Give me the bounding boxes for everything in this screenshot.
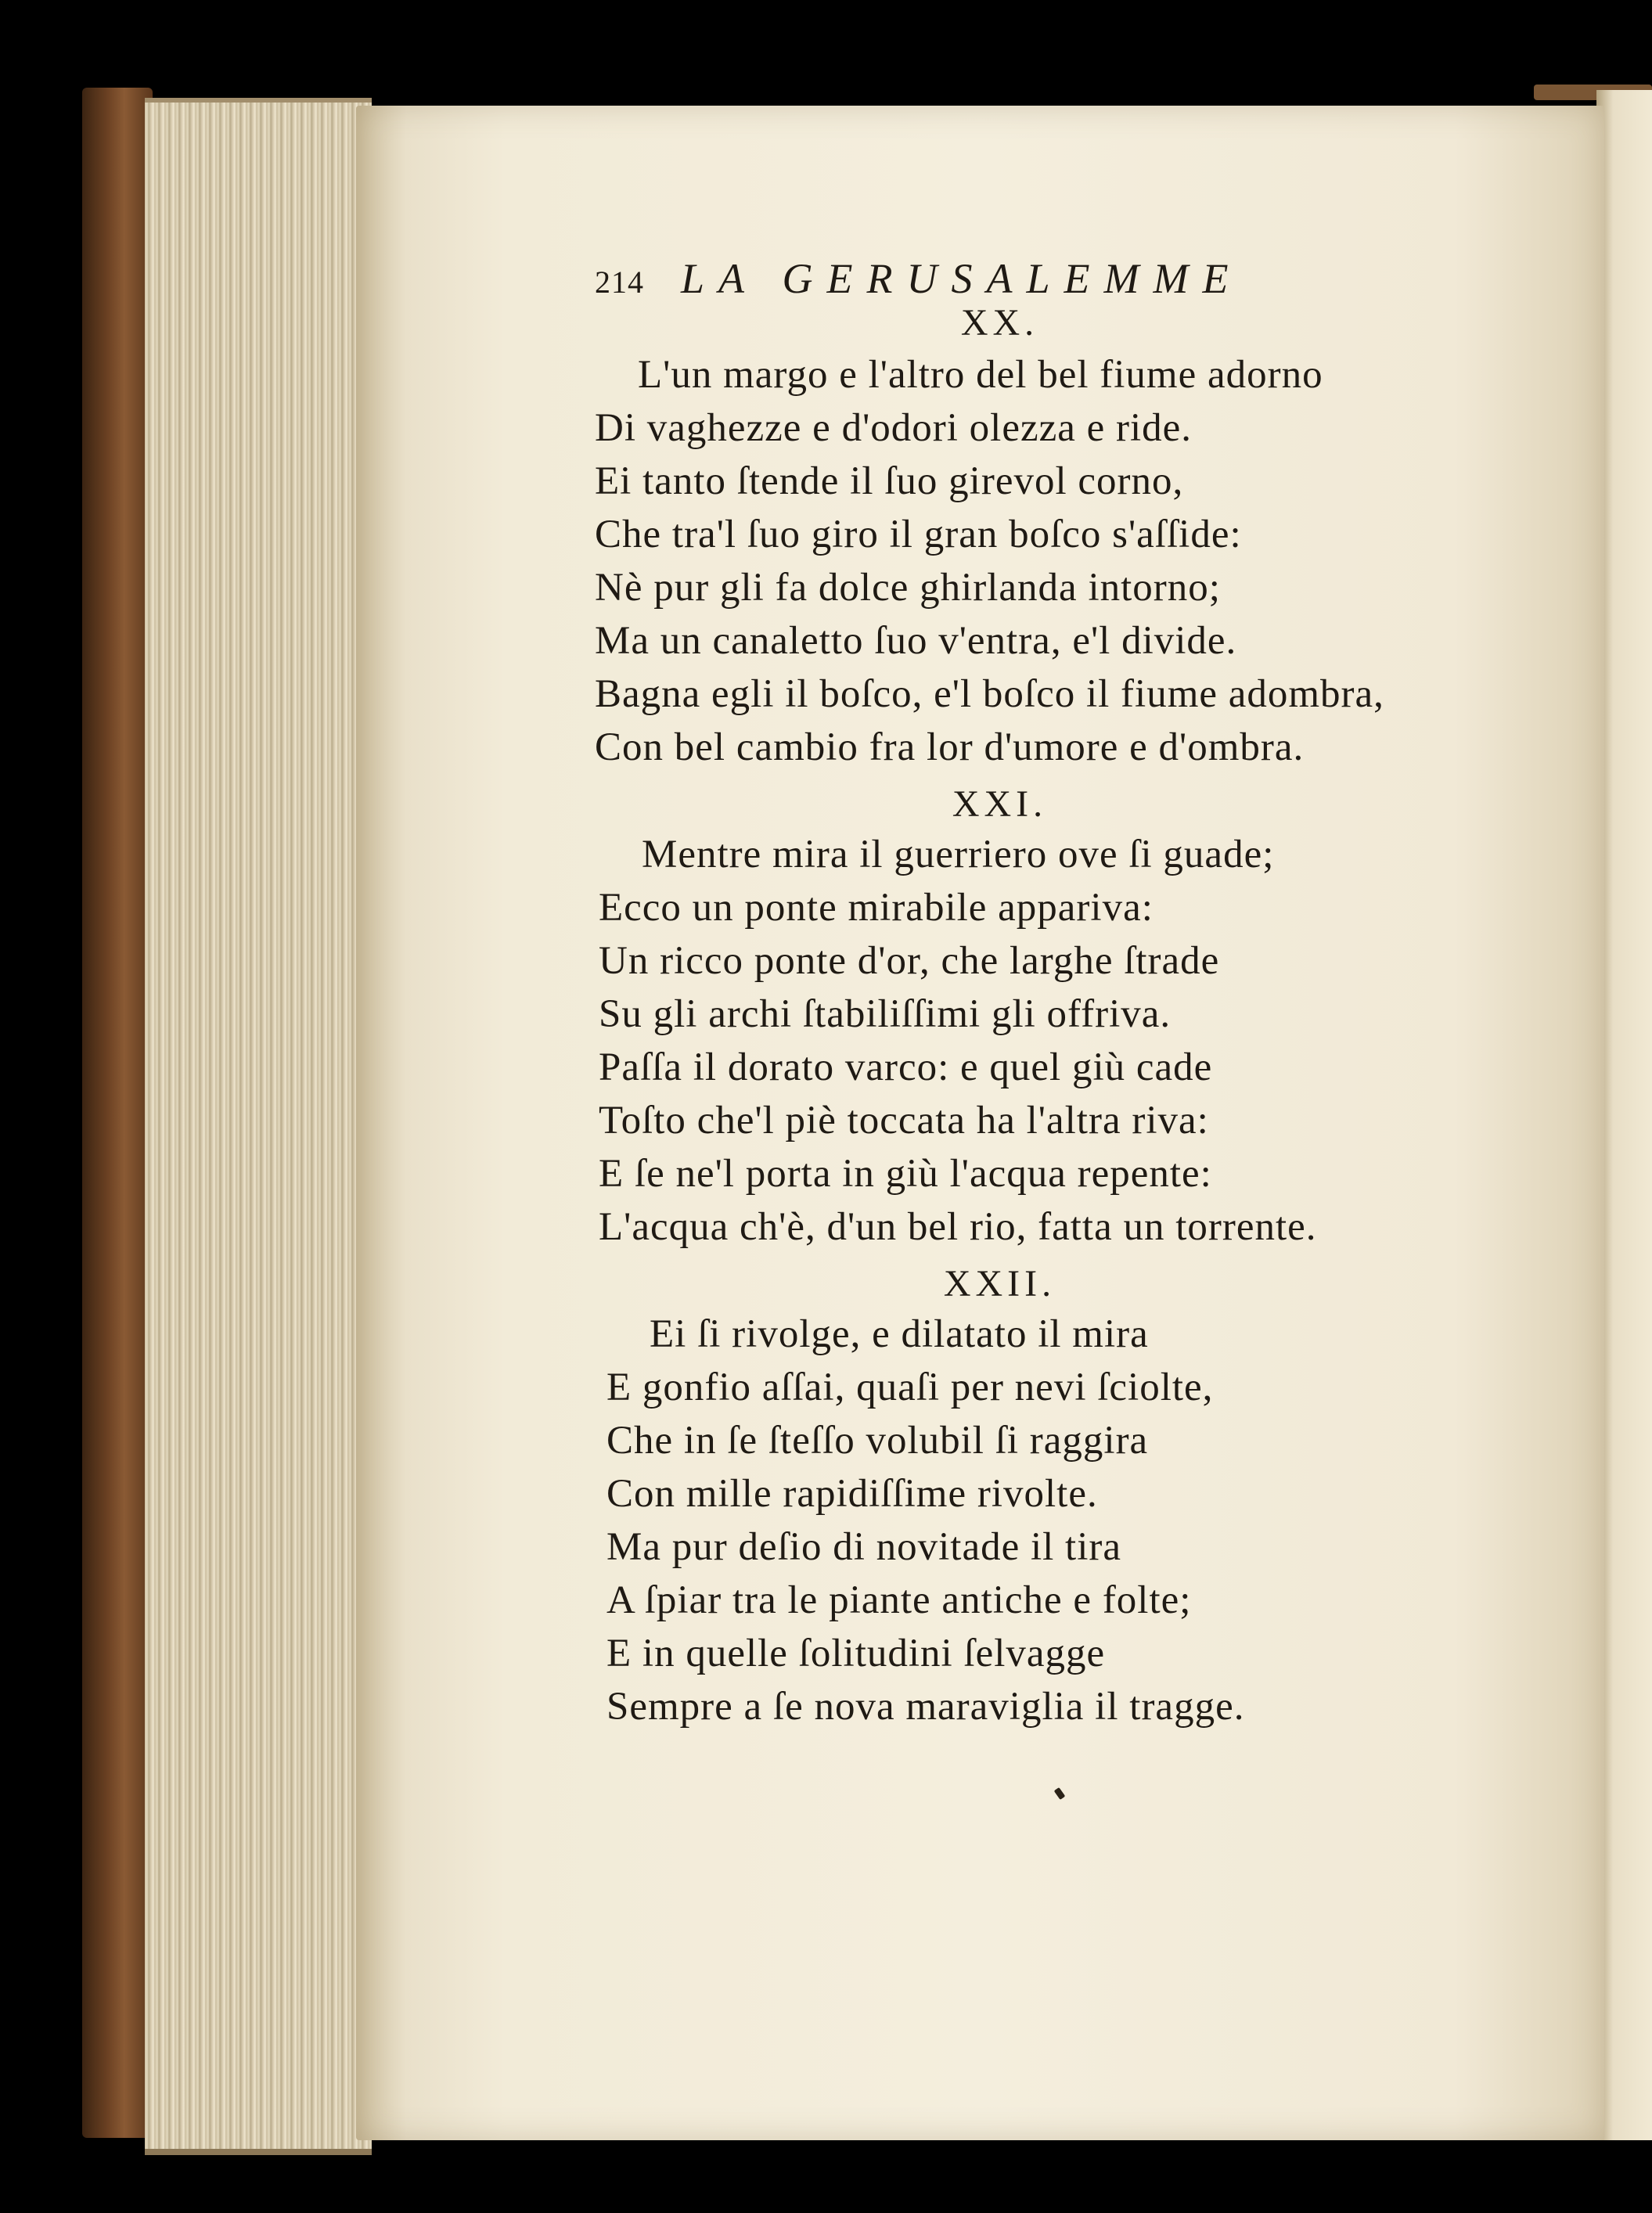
- verse-line: Un ricco ponte d'or, che larghe ſtrade: [599, 939, 1220, 983]
- verse-line: Nè pur gli fa dolce ghirlanda intorno;: [595, 566, 1221, 610]
- page-number: 214: [595, 264, 644, 300]
- facing-page-edge: [1596, 90, 1652, 2140]
- verse-line: Su gli archi ſtabiliſſimi gli offriva.: [599, 992, 1172, 1036]
- verse-line: E gonfio aſſai, quaſi per nevi ſciolte,: [606, 1366, 1214, 1409]
- verse-line: Con mille rapidiſſime rivolte.: [606, 1472, 1098, 1516]
- stanza-number: XXI.: [952, 783, 1048, 825]
- book-binding: [82, 88, 153, 2138]
- verse-line: Con bel cambio fra lor d'umore e d'ombra.: [595, 725, 1305, 769]
- verse-line: L'acqua ch'è, d'un bel rio, fatta un torrente.: [599, 1205, 1317, 1249]
- verse-line: Che in ſe ſteſſo volubil ſi raggira: [606, 1419, 1149, 1463]
- verse-line: Sempre a ſe nova maraviglia il tragge.: [606, 1685, 1245, 1729]
- verse-line: Di vaghezze e d'odori olezza e ride.: [595, 406, 1193, 450]
- verse-line: Che tra'l ſuo giro il gran boſco s'aſſide:: [595, 513, 1242, 556]
- verse-line: Toſto che'l piè toccata ha l'altra riva:: [599, 1099, 1209, 1142]
- book-page: [356, 106, 1604, 2140]
- verse-line: E in quelle ſolitudini ſelvagge: [606, 1632, 1106, 1675]
- page-text: [356, 106, 1604, 2140]
- running-title: LA GERUSALEMME: [681, 255, 1243, 302]
- verse-line: Mentre mira il guerriero ove ſi guade;: [642, 833, 1275, 876]
- stanza-number: XX.: [960, 302, 1039, 344]
- stanza-number: XXII.: [943, 1263, 1056, 1304]
- verse-line: E ſe ne'l porta in giù l'acqua repente:: [599, 1152, 1212, 1196]
- running-head: [595, 254, 1242, 303]
- verse-line: A ſpiar tra le piante antiche e folte;: [606, 1578, 1192, 1622]
- verse-line: L'un margo e l'altro del bel fiume adorno: [638, 353, 1323, 397]
- verse-line: Ei ſi rivolge, e dilatato il mira: [650, 1312, 1149, 1356]
- verse-line: Bagna egli il boſco, e'l boſco il fiume adombra,: [595, 672, 1384, 716]
- verse-line: Ma un canaletto ſuo v'entra, e'l divide.: [595, 619, 1237, 663]
- verse-line: Paſſa il dorato varco: e quel giù cade: [599, 1045, 1213, 1089]
- page-edges: [145, 98, 372, 2155]
- verse-line: Ma pur deſio di novitade il tira: [606, 1525, 1122, 1569]
- verse-line: Ei tanto ſtende il ſuo girevol corno,: [595, 459, 1184, 503]
- verse-line: Ecco un ponte mirabile appariva:: [599, 886, 1154, 930]
